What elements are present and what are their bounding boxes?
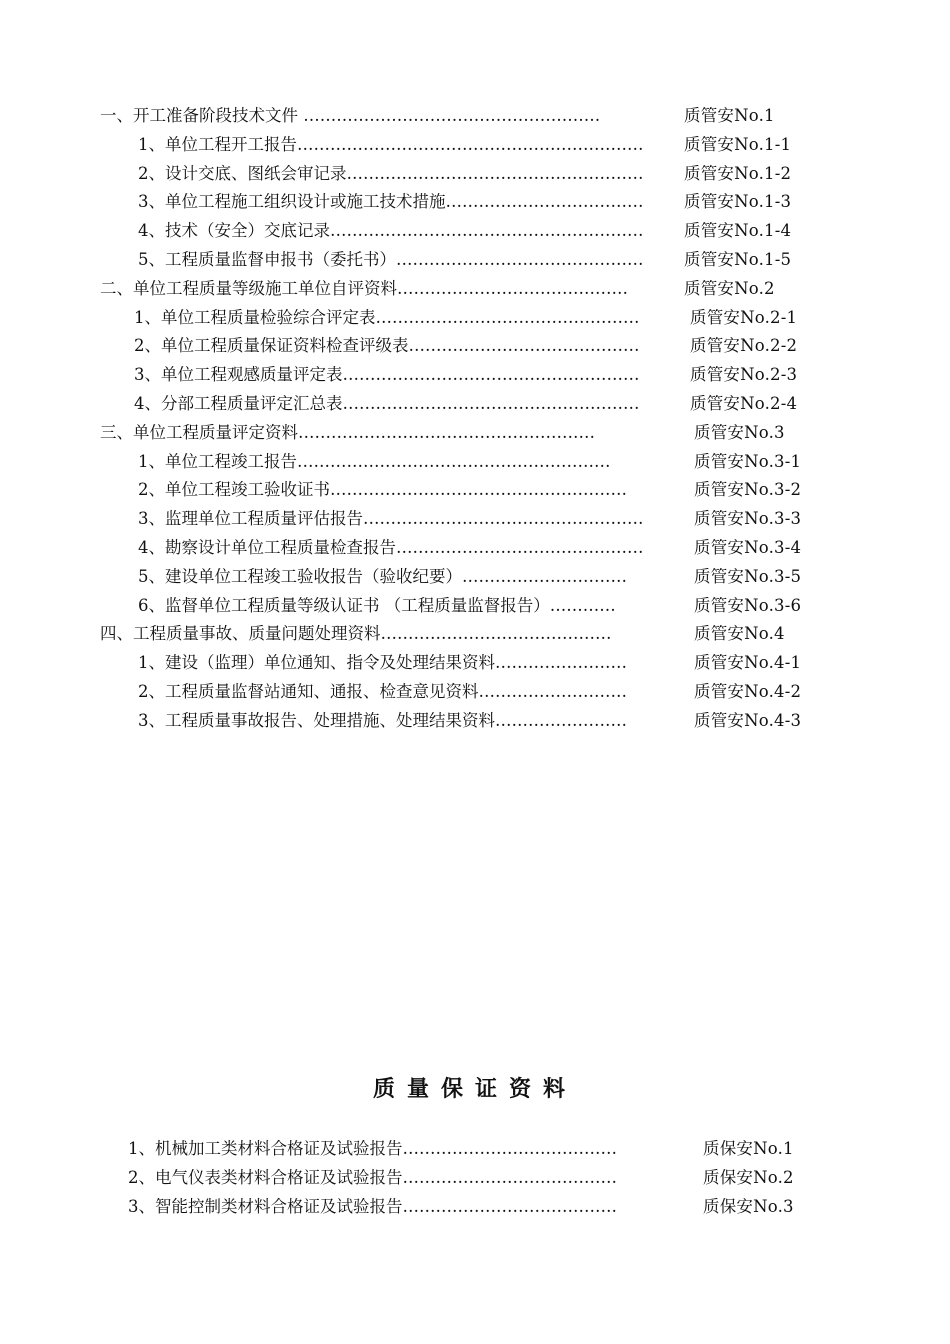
toc-entry-label: 3、智能控制类材料合格证及试验报告…………………………………: [128, 1196, 617, 1216]
toc-entry-code: 质管安No.3-3: [694, 509, 802, 529]
toc-entry-code: 质管安No.4-1: [694, 653, 802, 673]
toc-row: [0, 304, 950, 333]
toc-entry-label: 一、开工准备阶段技术文件 ………………………………………………: [100, 106, 601, 125]
toc-row: [0, 419, 950, 448]
toc-row: [0, 361, 950, 390]
toc-row: [0, 620, 950, 649]
toc-entry-label: 四、工程质量事故、质量问题处理资料……………………………………: [100, 624, 612, 644]
toc-entry-label: 4、技术（安全）交底记录…………………………………………………: [138, 221, 644, 241]
toc-row: [0, 1135, 950, 1164]
toc-row: [0, 275, 950, 304]
toc-entry-code: 质管安No.2-1: [690, 307, 798, 327]
toc-entry-code: 质管安No.2-3: [690, 365, 798, 385]
toc-row: [0, 448, 950, 477]
toc-entry-label: 2、电气仪表类材料合格证及试验报告…………………………………: [128, 1167, 617, 1187]
toc-entry-label: 3、监理单位工程质量评估报告……………………………………………: [138, 509, 644, 529]
toc-entry-code: 质管安No.3-4: [694, 537, 802, 557]
toc-entry-code: 质管安No.1-4: [684, 221, 792, 241]
table-of-contents: [0, 102, 950, 736]
toc-row: [0, 707, 950, 736]
toc-row: [0, 505, 950, 534]
toc-row: [0, 246, 950, 275]
toc-row: [0, 131, 950, 160]
toc-entry-label: 三、单位工程质量评定资料………………………………………………: [100, 422, 595, 442]
toc-entry-label: 1、单位工程竣工报告…………………………………………………: [138, 451, 611, 471]
toc-entry-label: 3、单位工程观感质量评定表………………………………………………: [134, 365, 640, 385]
toc-entry-label: 6、监督单位工程质量等级认证书 （工程质量监督报告）…………: [138, 595, 616, 615]
toc-row: [0, 1193, 950, 1222]
toc-entry-label: 5、工程质量监督申报书（委托书）………………………………………: [138, 249, 644, 269]
toc-row: [0, 390, 950, 419]
toc-row: [0, 160, 950, 189]
toc-entry-label: 二、单位工程质量等级施工单位自评资料……………………………………: [100, 278, 628, 298]
toc-entry-code: 质管安No.3-6: [694, 595, 802, 615]
toc-entry-code: 质管安No.4-3: [694, 710, 802, 730]
toc-entry-label: 1、单位工程开工报告………………………………………………………: [138, 134, 644, 154]
toc-row: [0, 476, 950, 505]
toc-entry-code: 质管安No.2-2: [690, 336, 798, 356]
toc-row: [0, 592, 950, 621]
toc-entry-code: 质管安No.1-3: [684, 192, 792, 212]
toc-row: [0, 563, 950, 592]
toc-row: [0, 1164, 950, 1193]
toc-entry-label: 5、建设单位工程竣工验收报告（验收纪要）…………………………: [138, 566, 627, 586]
toc-entry-code: 质管安No.1: [684, 106, 775, 125]
quality-assurance-list: [0, 1135, 950, 1221]
toc-entry-label: 2、单位工程质量保证资料检查评级表……………………………………: [134, 336, 640, 356]
toc-entry-code: 质管安No.3-5: [694, 566, 802, 586]
toc-entry-label: 2、单位工程竣工验收证书………………………………………………: [138, 480, 627, 500]
toc-entry-code: 质管安No.1-1: [684, 134, 792, 154]
toc-entry-code: 质管安No.3: [694, 422, 785, 442]
toc-entry-label: 1、机械加工类材料合格证及试验报告…………………………………: [128, 1139, 617, 1158]
toc-row: [0, 332, 950, 361]
toc-entry-code: 质管安No.4: [694, 624, 785, 644]
toc-entry-code: 质管安No.3-2: [694, 480, 802, 500]
toc-entry-code: 质管安No.1-2: [684, 163, 792, 183]
toc-entry-label: 1、单位工程质量检验综合评定表…………………………………………: [134, 307, 640, 327]
toc-row: [0, 188, 950, 217]
toc-entry-label: 2、设计交底、图纸会审记录………………………………………………: [138, 163, 644, 183]
toc-entry-label: 3、单位工程施工组织设计或施工技术措施………………………………: [138, 192, 644, 212]
toc-row: [0, 102, 950, 131]
toc-entry-label: 2、工程质量监督站通知、通报、检查意见资料………………………: [138, 681, 627, 701]
toc-entry-code: 质保安No.1: [703, 1139, 794, 1158]
toc-entry-code: 质管安No.2-4: [690, 393, 798, 413]
toc-entry-code: 质保安No.2: [703, 1167, 794, 1187]
toc-entry-code: 质管安No.4-2: [694, 681, 802, 701]
toc-entry-label: 3、工程质量事故报告、处理措施、处理结果资料……………………: [138, 710, 627, 730]
toc-entry-label: 4、勘察设计单位工程质量检查报告………………………………………: [138, 537, 644, 557]
toc-entry-code: 质管安No.2: [684, 278, 775, 298]
toc-row: [0, 217, 950, 246]
toc-entry-code: 质管安No.1-5: [684, 249, 792, 269]
toc-row: [0, 534, 950, 563]
toc-entry-code: 质保安No.3: [703, 1196, 794, 1216]
toc-row: [0, 678, 950, 707]
toc-entry-label: 1、建设（监理）单位通知、指令及处理结果资料……………………: [138, 653, 627, 673]
toc-entry-label: 4、分部工程质量评定汇总表………………………………………………: [134, 393, 640, 413]
toc-entry-code: 质管安No.3-1: [694, 451, 802, 471]
section-title: 质量保证资料: [372, 1076, 577, 1102]
toc-row: [0, 649, 950, 678]
